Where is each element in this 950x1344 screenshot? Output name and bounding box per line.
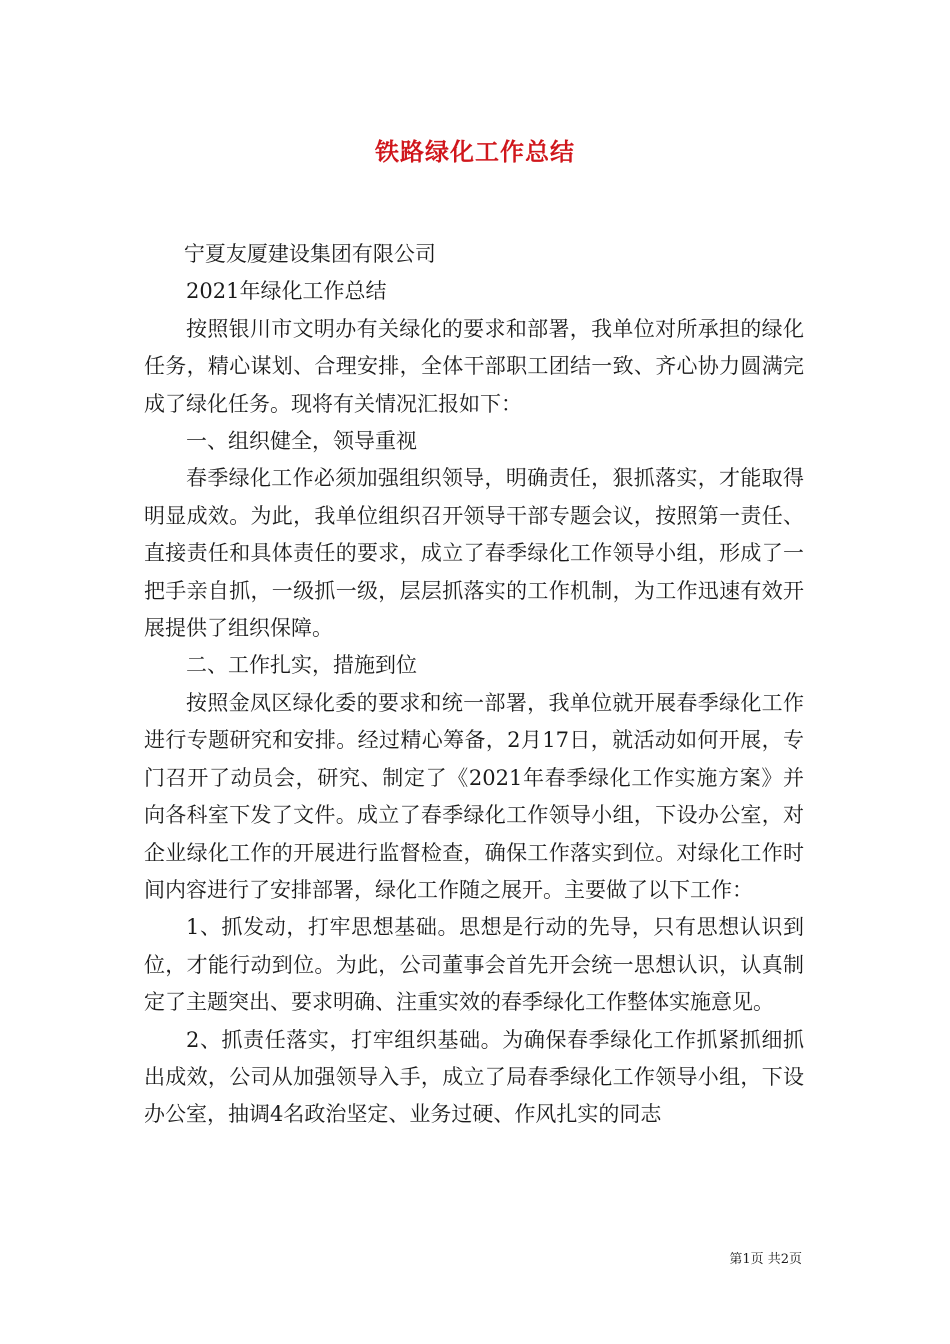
paragraph-section-1: 春季绿化工作必须加强组织领导，明确责任，狠抓落实，才能取得明显成效。为此，我单位组织召开领导干部专题会议，按照第一责任、直接责任和具体责任的要求，成立了春季绿化工作领导小组，形成了一把手亲自抓，一级抓一级，层层抓落实的工作机制，为工作迅速有效开展提供了组织保障。	[144, 466, 804, 641]
section-heading-2: 二、工作扎实，措施到位	[186, 653, 417, 678]
paragraph-intro: 按照银川市文明办有关绿化的要求和部署，我单位对所承担的绿化任务，精心谋划、合理安排，全体干部职工团结一致、齐心协力圆满完成了绿化任务。现将有关情况汇报如下：	[144, 316, 804, 416]
paragraph-item-1: 1、抓发动，打牢思想基础。思想是行动的先导，只有思想认识到位，才能行动到位。为此，公司董事会首先开会统一思想认识，认真制定了主题突出、要求明确、注重实效的春季绿化工作整体实施意见。	[144, 915, 804, 1015]
document-title: 铁路绿化工作总结	[375, 137, 575, 166]
page-number: 第1页 共2页	[729, 1252, 802, 1267]
document-body	[144, 236, 804, 1134]
paragraph-item-2: 2、抓责任落实，打牢组织基础。为确保春季绿化工作抓紧抓细抓出成效，公司从加强领导入手，成立了局春季绿化工作领导小组，下设办公室，抽调4名政治坚定、业务过硬、作风扎实的同志	[144, 1027, 804, 1127]
paragraph-section-2: 按照金凤区绿化委的要求和统一部署，我单位就开展春季绿化工作进行专题研究和安排。经过精心筹备，2月17日，就活动如何开展，专门召开了动员会，研究、制定了《2021年春季绿化工作实施方案》并向各科室下发了文件。成立了春季绿化工作领导小组，下设办公室，对企业绿化工作的开展进行监督检查，确保工作落实到位。对绿化工作时间内容进行了安排部署，绿化工作随之展开。主要做了以下工作：	[144, 690, 804, 902]
paragraph-company: 宁夏友厦建设集团有限公司	[183, 242, 436, 266]
section-heading-1: 一、组织健全，领导重视	[186, 429, 417, 454]
paragraph-subtitle: 2021年绿化工作总结	[186, 279, 387, 304]
